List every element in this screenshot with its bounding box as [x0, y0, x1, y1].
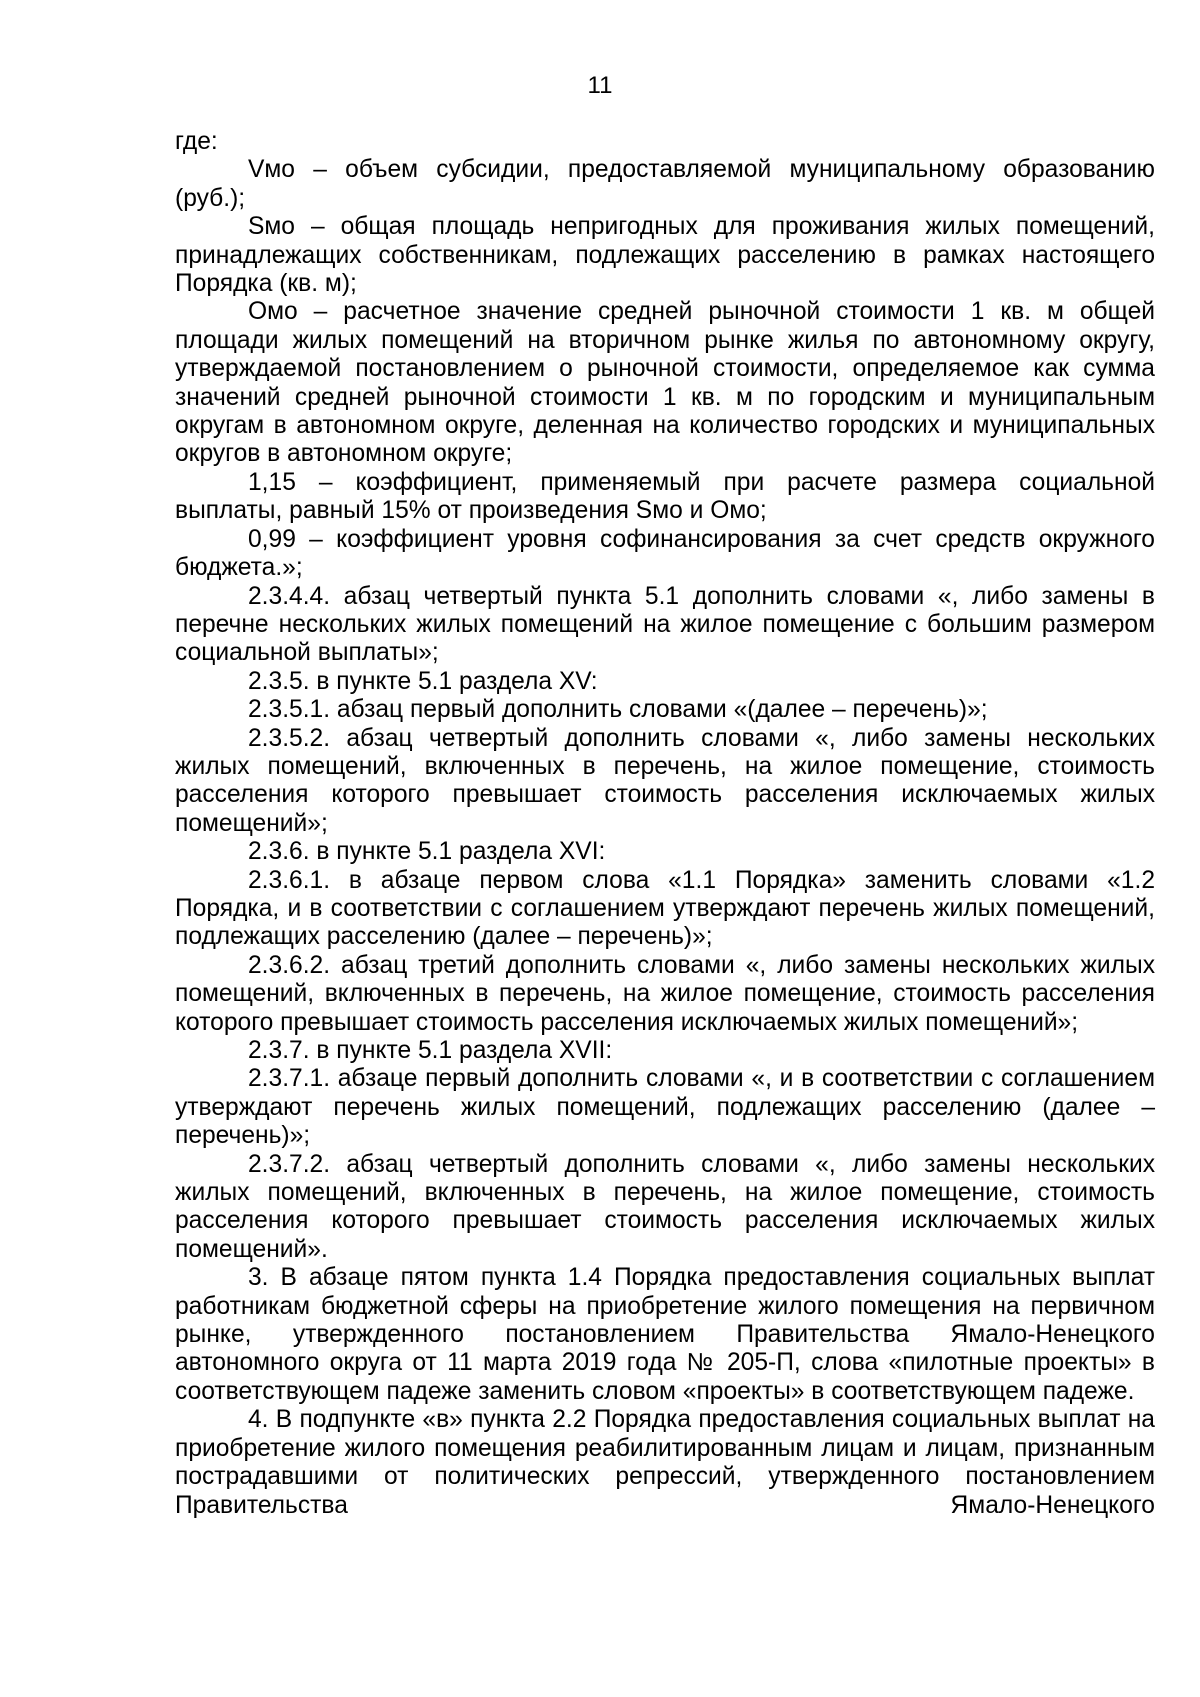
paragraph-smo-definition: Sмо – общая площадь непригодных для проживания жилых помещений, принадлежащих собственникам, подлежащих расселению в рамках настоящего Порядка (кв. м);: [175, 213, 1155, 298]
paragraph-item-4: 4. В подпункте «в» пункта 2.2 Порядка предоставления социальных выплат на приобретение жилого помещения реабилитированным лицам и лицам, признанным пострадавшими от политических репрессий, утвержденного постановлением Правительства Ямало-Ненецкого: [175, 1406, 1155, 1519]
paragraph-coefficient-099: 0,99 – коэффициент уровня софинансирования за счет средств окружного бюджета.»;: [175, 525, 1155, 582]
paragraph-2-3-5: 2.3.5. в пункте 5.1 раздела XV:: [248, 667, 598, 695]
paragraph-2-3-7-2: 2.3.7.2. абзац четвертый дополнить словами «, либо замены нескольких жилых помещений, включенных в перечень, на жилое помещение, стоимость расселения которого превышает стоимость расселения исключаемых жилых помещений».: [175, 1150, 1155, 1263]
paragraph-2-3-4-4: 2.3.4.4. абзац четвертый пункта 5.1 дополнить словами «, либо замены в перечне нескольких жилых помещений на жилое помещение с большим размером социальной выплаты»;: [175, 582, 1155, 667]
paragraph-2-3-5-2: 2.3.5.2. абзац четвертый дополнить словами «, либо замены нескольких жилых помещений, включенных в перечень, на жилое помещение, стоимость расселения которого превышает стоимость расселения исключаемых жилых помещений»;: [175, 724, 1155, 837]
page-number: 11: [587, 72, 613, 99]
paragraph-2-3-6: 2.3.6. в пункте 5.1 раздела XVI:: [248, 838, 606, 866]
paragraph-intro: где:: [175, 128, 218, 155]
paragraph-omo-definition: Омо – расчетное значение средней рыночной стоимости 1 кв. м общей площади жилых помещений на вторичном рынке жилья по автономному округу, утверждаемой постановлением о рыночной стоимости, определяемое как сумма значений средней рыночной стоимости 1 кв. м по городским и муниципальным округам в автономном округе, деленная на количество городских и муниципальных округов в автономном округе;: [175, 298, 1155, 468]
paragraph-coefficient-115: 1,15 – коэффициент, применяемый при расчете размера социальной выплаты, равный 15% от произведения Sмо и Омо;: [175, 468, 1155, 525]
paragraph-2-3-7-1: 2.3.7.1. абзаце первый дополнить словами «, и в соответствии с соглашением утверждают перечень жилых помещений, подлежащих расселению (далее – перечень)»;: [175, 1065, 1155, 1150]
document-body: [175, 128, 1155, 1520]
paragraph-2-3-5-1: 2.3.5.1. абзац первый дополнить словами «(далее – перечень)»;: [248, 696, 988, 724]
paragraph-2-3-6-1: 2.3.6.1. в абзаце первом слова «1.1 Порядка» заменить словами «1.2 Порядка, и в соответствии с соглашением утверждают перечень жилых помещений, подлежащих расселению (далее – перечень)»;: [175, 866, 1155, 951]
paragraph-2-3-7: 2.3.7. в пункте 5.1 раздела XVII:: [248, 1037, 613, 1064]
paragraph-vmo-definition: Vмо – объем субсидии, предоставляемой муниципальному образованию (руб.);: [175, 156, 1155, 212]
paragraph-item-3: 3. В абзаце пятом пункта 1.4 Порядка предоставления социальных выплат работникам бюджетной сферы на приобретение жилого помещения на первичном рынке, утвержденного постановлением Правительства Ямало-Ненецкого автономного округа от 11 марта 2019 года № 205-П, слова «пилотные проекты» в соответствующем падеже заменить словом «проекты» в соответствующем падеже.: [175, 1264, 1155, 1405]
paragraph-2-3-6-2: 2.3.6.2. абзац третий дополнить словами «, либо замены нескольких жилых помещений, включенных в перечень, на жилое помещение, стоимость расселения которого превышает стоимость расселения исключаемых жилых помещений»;: [175, 951, 1155, 1036]
